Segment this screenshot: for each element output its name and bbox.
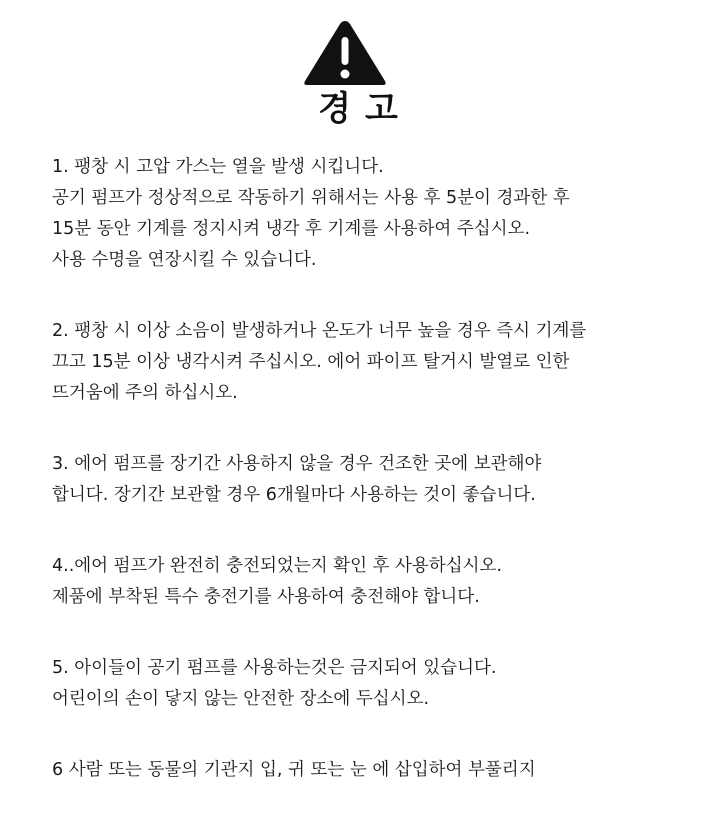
text-line: 15분 동안 기계를 정지시켜 냉각 후 기계를 사용하여 주십시오.: [52, 219, 531, 239]
warning-item-6: [52, 755, 692, 786]
text-line: 3. 에어 펌프를 장기간 사용하지 않을 경우 건조한 곳에 보관해야: [52, 454, 542, 474]
warning-content: [52, 152, 692, 826]
text-line: 1. 팽창 시 고압 가스는 열을 발생 시킵니다.: [52, 157, 384, 177]
text-line: 4..에어 펌프가 완전히 충전되었는지 확인 후 사용하십시오.: [52, 556, 503, 576]
text-line: 6 사람 또는 동물의 기관지 입, 귀 또는 눈 에 삽입하여 부풀리지: [52, 760, 536, 780]
warning-item-3: [52, 449, 692, 511]
text-line: 뜨거움에 주의 하십시오.: [52, 383, 238, 403]
text-line: 어린이의 손이 닿지 않는 안전한 장소에 두십시오.: [52, 689, 430, 709]
text-line: 2. 팽창 시 이상 소음이 발생하거나 온도가 너무 높을 경우 즉시 기계를: [52, 321, 587, 341]
warning-item-4: [52, 551, 692, 613]
warning-item-2: [52, 316, 692, 409]
text-line: 끄고 15분 이상 냉각시켜 주십시오. 에어 파이프 탈거시 발열로 인한: [52, 352, 570, 372]
warning-triangle-icon: [302, 18, 388, 88]
text-line: 5. 아이들이 공기 펌프를 사용하는것은 금지되어 있습니다.: [52, 658, 497, 678]
text-line: 제품에 부착된 특수 충전기를 사용하여 충전해야 합니다.: [52, 587, 480, 607]
text-line: 공기 펌프가 정상적으로 작동하기 위해서는 사용 후 5분이 경과한 후: [52, 188, 570, 208]
text-line: 사용 수명을 연장시킬 수 있습니다.: [52, 250, 317, 270]
warning-item-1: [52, 152, 692, 276]
warning-item-5: [52, 653, 692, 715]
text-line: 합니다. 장기간 보관할 경우 6개월마다 사용하는 것이 좋습니다.: [52, 485, 536, 505]
page-title: 경고: [318, 89, 412, 129]
